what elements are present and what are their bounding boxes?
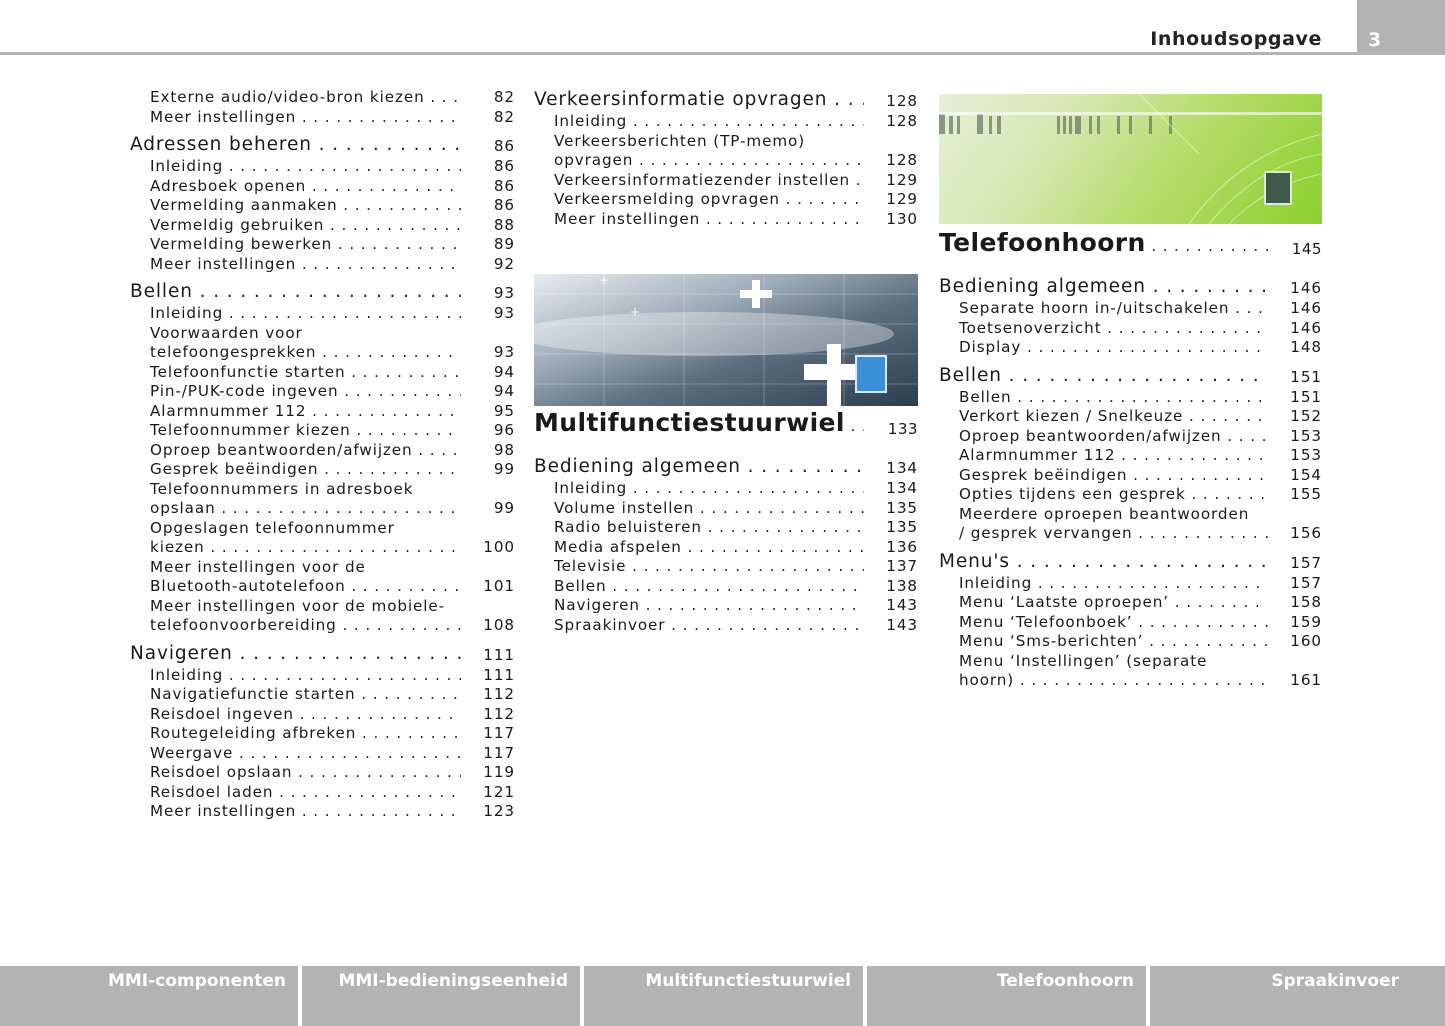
toc-entry-label: Telefoonfunctie starten . . . — [130, 363, 461, 383]
toc-page-number: 157 — [1290, 573, 1322, 592]
toc-page-number: 158 — [1290, 593, 1322, 611]
toc-page-number: 112 — [483, 685, 515, 703]
toc-entry[interactable] — [130, 255, 515, 275]
toc-page-number: 152 — [1290, 407, 1322, 425]
toc-page-number: 121 — [483, 782, 515, 801]
toc-entry[interactable] — [130, 519, 515, 558]
toc-chapter-telefoonhoorn[interactable] — [939, 226, 1322, 263]
toc-entry-label: Menu ‘Sms-berichten’ . . . — [939, 632, 1268, 652]
toc-entry[interactable] — [130, 177, 515, 197]
toc-entry-label-line: Meer instellingen voor de — [150, 557, 366, 576]
toc-page-number: 136 — [886, 537, 918, 556]
toc-entry[interactable] — [534, 577, 918, 597]
toc-entry-label: Meer instellingen . . . — [130, 802, 461, 822]
toc-page-number: 128 — [886, 151, 918, 169]
tab-spraakinvoer[interactable]: Spraakinvoer — [1150, 966, 1445, 1026]
toc-section-verkeersinformatie — [534, 88, 918, 229]
toc-entry-label: Inleiding . . . — [534, 479, 864, 499]
toc-page-number: 101 — [483, 577, 515, 595]
toc-page-number: 159 — [1290, 612, 1322, 631]
toc-entry-label-line: Menu ‘Instellingen’ (separate — [959, 651, 1208, 670]
toc-page-number: 137 — [886, 557, 918, 575]
toc-entry-label-line: telefoongesprekken . . . — [150, 343, 461, 363]
toc-page-number: 153 — [1290, 426, 1322, 445]
toc-entry-label: Gesprek beëindigen . . . — [130, 460, 461, 480]
toc-entry-label-line: opslaan . . . — [150, 499, 461, 519]
spacer — [534, 443, 918, 455]
toc-entry-label: Bediening algemeen . . . — [939, 275, 1268, 299]
toc-page-number: 160 — [1290, 632, 1322, 650]
toc-page-number: 98 — [493, 440, 515, 459]
toc-entry[interactable] — [534, 557, 918, 577]
toc-entry[interactable] — [534, 210, 918, 230]
toc-entry-label-line: kiezen . . . — [150, 538, 461, 558]
toc-entry-label-line: Bluetooth-autotelefoon . . . — [150, 577, 461, 597]
toc-entry[interactable] — [939, 299, 1322, 319]
toc-page-number: 89 — [493, 235, 515, 253]
toc-entry[interactable] — [939, 407, 1322, 427]
toc-entry-label: Bellen . . . — [130, 280, 461, 304]
toc-entry-label: Inleiding . . . — [939, 574, 1268, 594]
toc-entry[interactable] — [130, 304, 515, 324]
tab-mmi-bedieningseenheid[interactable]: MMI-bedieningseenheid — [302, 966, 580, 1026]
toc-entry[interactable] — [939, 613, 1322, 633]
toc-entry[interactable] — [130, 597, 515, 636]
toc-page-number: 146 — [1290, 318, 1322, 337]
toc-entry[interactable] — [534, 171, 918, 191]
toc-entry-label-line: Meerdere oproepen beantwoorden — [959, 504, 1250, 523]
toc-entry[interactable] — [130, 196, 515, 216]
toc-entry[interactable] — [534, 518, 918, 538]
toc-section-heading[interactable] — [534, 88, 918, 112]
toc-entry[interactable] — [130, 480, 515, 519]
toc-page-number: 117 — [483, 724, 515, 742]
toc-entry[interactable] — [534, 132, 918, 171]
toc-entry[interactable] — [939, 485, 1322, 505]
toc-section-heading[interactable] — [939, 550, 1322, 574]
toc-column-3 — [939, 226, 1322, 691]
toc-entry-label: Bellen . . . — [939, 364, 1268, 388]
toc-page-number: 111 — [483, 645, 515, 664]
spacer — [939, 263, 1322, 275]
toc-entry[interactable] — [130, 783, 515, 803]
toc-entry-label — [130, 480, 461, 519]
toc-page-number: 156 — [1290, 524, 1322, 542]
toc-entry[interactable] — [939, 632, 1322, 652]
toc-section-entries — [534, 455, 918, 635]
toc-entry[interactable] — [130, 108, 515, 128]
toc-entry-label: Meer instellingen . . . — [534, 210, 864, 230]
toc-page-number: 129 — [886, 170, 918, 189]
toc-entry-label: Inleiding . . . — [130, 157, 461, 177]
tab-multifunctiestuurwiel[interactable]: Multifunctiestuurwiel — [584, 966, 863, 1026]
toc-entry[interactable] — [939, 652, 1322, 691]
toc-entry[interactable] — [130, 157, 515, 177]
toc-entry[interactable] — [130, 235, 515, 255]
multifunctiestuurwiel-chapter-image — [534, 274, 918, 406]
toc-page-number: 157 — [1290, 553, 1322, 572]
toc-entry-label: Radio beluisteren . . . — [534, 518, 864, 538]
toc-entry-label: Menu's . . . — [939, 550, 1268, 574]
page-title: Inhoudsopgave — [1150, 28, 1322, 50]
toc-section-heading[interactable] — [130, 133, 515, 157]
toc-entry-label: Routegeleiding afbreken . . . — [130, 724, 461, 744]
toc-entry-label: Reisdoel ingeven . . . — [130, 705, 461, 725]
toc-entry-label: Bediening algemeen . . . — [534, 455, 864, 479]
toc-page-number: 143 — [886, 615, 918, 634]
toc-page-number: 148 — [1290, 338, 1322, 356]
toc-entry-label: Verkeersmelding opvragen . . . — [534, 190, 864, 210]
toc-entry-label: Verkort kiezen / Snelkeuze . . . — [939, 407, 1268, 427]
toc-section-heading[interactable] — [939, 364, 1322, 388]
svg-text:+: + — [630, 305, 641, 319]
toc-entry-label — [130, 597, 461, 636]
toc-entry[interactable] — [939, 388, 1322, 408]
toc-page-number: 108 — [483, 616, 515, 634]
toc-page-number: 128 — [886, 112, 918, 130]
toc-page-number: 138 — [886, 576, 918, 595]
toc-entry[interactable] — [534, 499, 918, 519]
toc-entry-label: Inleiding . . . — [130, 304, 461, 324]
toc-page-number: 128 — [886, 92, 918, 110]
chapter-image-graphic — [939, 94, 1322, 224]
toc-entry-label — [130, 519, 461, 558]
toc-section-heading[interactable] — [130, 642, 515, 666]
telefoonhoorn-chapter-image — [939, 94, 1322, 224]
toc-entry-label: Televisie . . . — [534, 557, 864, 577]
toc-page-number: 145 — [1291, 240, 1322, 258]
toc-entry-label: Toetsenoverzicht . . . — [939, 319, 1268, 339]
toc-entry-label: Navigeren . . . — [130, 642, 461, 666]
toc-entry[interactable] — [534, 479, 918, 499]
toc-column-2 — [534, 88, 918, 229]
toc-entry-label: Vermelding bewerken . . . — [130, 235, 461, 255]
toc-entry[interactable] — [534, 112, 918, 132]
toc-page-number: 134 — [886, 459, 918, 477]
toc-section-entries — [939, 275, 1322, 691]
toc-entry-label-line: Opgeslagen telefoonnummer — [150, 518, 395, 537]
svg-text:+: + — [599, 274, 610, 287]
chapter-image-graphic — [534, 274, 918, 406]
toc-entry-label: Navigeren . . . — [534, 596, 864, 616]
toc-page-number: 135 — [886, 498, 918, 517]
toc-page-number: 111 — [483, 665, 515, 684]
toc-page-number: 88 — [493, 215, 515, 234]
toc-entry-label: Vermelding aanmaken . . . — [130, 196, 461, 216]
toc-page-number: 117 — [483, 743, 515, 762]
toc-page-number: 93 — [493, 304, 515, 322]
toc-page-number: 86 — [493, 157, 515, 175]
toc-entry[interactable] — [130, 382, 515, 402]
header-rule — [0, 52, 1357, 55]
toc-entry-label: Inleiding . . . — [130, 666, 461, 686]
toc-page-number: 135 — [886, 518, 918, 536]
toc-entry-label-line: hoorn) . . . — [959, 671, 1268, 691]
toc-entry[interactable] — [130, 363, 515, 383]
toc-page-number: 112 — [483, 704, 515, 723]
toc-page-number: 161 — [1290, 671, 1322, 689]
toc-page-number: 99 — [493, 499, 515, 517]
toc-page-number: 153 — [1290, 446, 1322, 464]
toc-entry[interactable] — [130, 88, 515, 108]
toc-page-number: 96 — [493, 421, 515, 439]
toc-entry-label: Adresboek openen . . . — [130, 177, 461, 197]
toc-page-number: 86 — [493, 176, 515, 195]
toc-entry-label: Alarmnummer 112 . . . — [939, 446, 1268, 466]
toc-page-number: 82 — [493, 107, 515, 126]
tab-mmi-componenten[interactable]: MMI-componenten — [0, 966, 298, 1026]
toc-entry-label-line: / gesprek vervangen . . . — [959, 524, 1268, 544]
toc-entry-label: Separate hoorn in-/uitschakelen . . . — [939, 299, 1268, 319]
toc-entry[interactable] — [130, 324, 515, 363]
toc-page-number: 143 — [886, 596, 918, 614]
toc-entry[interactable] — [939, 574, 1322, 594]
toc-entry[interactable] — [534, 190, 918, 210]
toc-entry[interactable] — [534, 596, 918, 616]
toc-entry-label: Alarmnummer 112 . . . — [130, 402, 461, 422]
toc-entry-label: Media afspelen . . . — [534, 538, 864, 558]
toc-entry-label: Vermeldig gebruiken . . . — [130, 216, 461, 236]
toc-entry-label-line: Telefoonnummers in adresboek — [150, 479, 414, 498]
toc-entry[interactable] — [534, 538, 918, 558]
toc-entry-label: Oproep beantwoorden/afwijzen . . . — [939, 427, 1268, 447]
toc-entry[interactable] — [130, 705, 515, 725]
toc-section-heading[interactable] — [939, 275, 1322, 299]
toc-page-number: 82 — [493, 88, 515, 106]
toc-page-number: 92 — [493, 254, 515, 273]
toc-page-number: 94 — [493, 362, 515, 381]
toc-entry[interactable] — [130, 685, 515, 705]
page-number: 3 — [1357, 0, 1445, 55]
toc-page-number: 155 — [1290, 485, 1322, 503]
toc-page-number: 151 — [1290, 387, 1322, 406]
toc-entry-label: Bellen . . . — [534, 577, 864, 597]
toc-entry[interactable] — [130, 666, 515, 686]
toc-entry[interactable] — [130, 763, 515, 783]
toc-entry[interactable] — [939, 338, 1322, 358]
toc-entry-label-line: opvragen . . . — [554, 151, 864, 171]
toc-entry[interactable] — [939, 466, 1322, 486]
toc-entry-label: Externe audio/video-bron kiezen . . . — [130, 88, 461, 108]
toc-entry-label: Verkeersinformatiezender instellen . . . — [534, 171, 864, 191]
toc-entry-label — [939, 652, 1268, 691]
toc-page-number: 86 — [493, 137, 515, 155]
toc-page-number: 119 — [483, 763, 515, 781]
toc-entry[interactable] — [939, 319, 1322, 339]
toc-entry-label-line: Meer instellingen voor de mobiele- — [150, 596, 446, 615]
toc-chapter-label: Multifunctiestuurwiel . . . — [534, 406, 864, 443]
toc-entry-label — [939, 505, 1268, 544]
toc-entry-label: Oproep beantwoorden/afwijzen . . . — [130, 441, 461, 461]
toc-entry[interactable] — [534, 616, 918, 636]
toc-entry-label — [130, 558, 461, 597]
toc-entry[interactable] — [939, 593, 1322, 613]
toc-page-number: 86 — [493, 196, 515, 214]
toc-page-number: 93 — [493, 284, 515, 302]
toc-entry[interactable] — [939, 427, 1322, 447]
toc-column-1 — [130, 88, 515, 822]
toc-entry-label: Telefoonnummer kiezen . . . — [130, 421, 461, 441]
toc-entry-label: Spraakinvoer . . . — [534, 616, 864, 636]
toc-entry[interactable] — [130, 724, 515, 744]
toc-entry-label: Bellen . . . — [939, 388, 1268, 408]
toc-entry-label-line: Voorwaarden voor — [150, 323, 303, 342]
toc-chapter-multifunctiestuurwiel[interactable] — [534, 406, 918, 443]
toc-entry[interactable] — [130, 421, 515, 441]
toc-entry[interactable] — [130, 441, 515, 461]
toc-entry-label: Pin-/PUK-code ingeven . . . — [130, 382, 461, 402]
toc-entry-label: Navigatiefunctie starten . . . — [130, 685, 461, 705]
toc-entry[interactable] — [130, 216, 515, 236]
toc-entry-label: Display . . . — [939, 338, 1268, 358]
toc-page-number: 133 — [887, 420, 918, 438]
toc-entry-label: Adressen beheren . . . — [130, 133, 461, 157]
toc-entry-label-line: Verkeersberichten (TP-memo) — [554, 131, 806, 150]
toc-entry-label: Reisdoel opslaan . . . — [130, 763, 461, 783]
toc-page-number: 151 — [1290, 367, 1322, 386]
toc-entry[interactable] — [130, 402, 515, 422]
toc-entry[interactable] — [130, 744, 515, 764]
toc-entry-label: Menu ‘Telefoonboek’ . . . — [939, 613, 1268, 633]
toc-entry[interactable] — [130, 558, 515, 597]
toc-page-number: 94 — [493, 382, 515, 400]
toc-entry-label: Menu ‘Laatste oproepen’ . . . — [939, 593, 1268, 613]
toc-page-number: 95 — [493, 401, 515, 420]
chapter-tab-bar — [0, 966, 1445, 1026]
toc-entry-label: Opties tijdens een gesprek . . . — [939, 485, 1268, 505]
toc-entry-label — [130, 324, 461, 363]
toc-entry[interactable] — [939, 446, 1322, 466]
toc-chapter-label: Telefoonhoorn . . . — [939, 226, 1268, 263]
toc-entry-label — [534, 132, 864, 171]
toc-entry[interactable] — [130, 460, 515, 480]
toc-page-number: 134 — [886, 479, 918, 497]
toc-page-number: 99 — [493, 460, 515, 478]
toc-entry-label-line: telefoonvoorbereiding . . . — [150, 616, 461, 636]
toc-entry-label: Meer instellingen . . . — [130, 255, 461, 275]
toc-entry-label: Verkeersinformatie opvragen . . . — [534, 88, 864, 112]
toc-page-number: 154 — [1290, 465, 1322, 484]
toc-page-number: 146 — [1290, 279, 1322, 297]
toc-entry[interactable] — [130, 802, 515, 822]
toc-section-heading[interactable] — [534, 455, 918, 479]
toc-entry[interactable] — [939, 505, 1322, 544]
toc-page-number: 130 — [886, 209, 918, 228]
toc-section-multifunctiestuurwiel — [534, 406, 918, 635]
toc-page-number: 146 — [1290, 299, 1322, 317]
toc-page-number: 129 — [886, 190, 918, 208]
toc-entry-label: Volume instellen . . . — [534, 499, 864, 519]
tab-telefoonhoorn[interactable]: Telefoonhoorn — [867, 966, 1146, 1026]
toc-entry-label: Inleiding . . . — [534, 112, 864, 132]
toc-page-number: 123 — [483, 802, 515, 820]
toc-entry-label: Weergave . . . — [130, 744, 461, 764]
toc-entry-label: Reisdoel laden . . . — [130, 783, 461, 803]
toc-page-number: 100 — [483, 538, 515, 556]
toc-entry-label: Gesprek beëindigen . . . — [939, 466, 1268, 486]
toc-entry-label: Meer instellingen . . . — [130, 108, 461, 128]
toc-page-number: 93 — [493, 343, 515, 361]
toc-section-heading[interactable] — [130, 280, 515, 304]
